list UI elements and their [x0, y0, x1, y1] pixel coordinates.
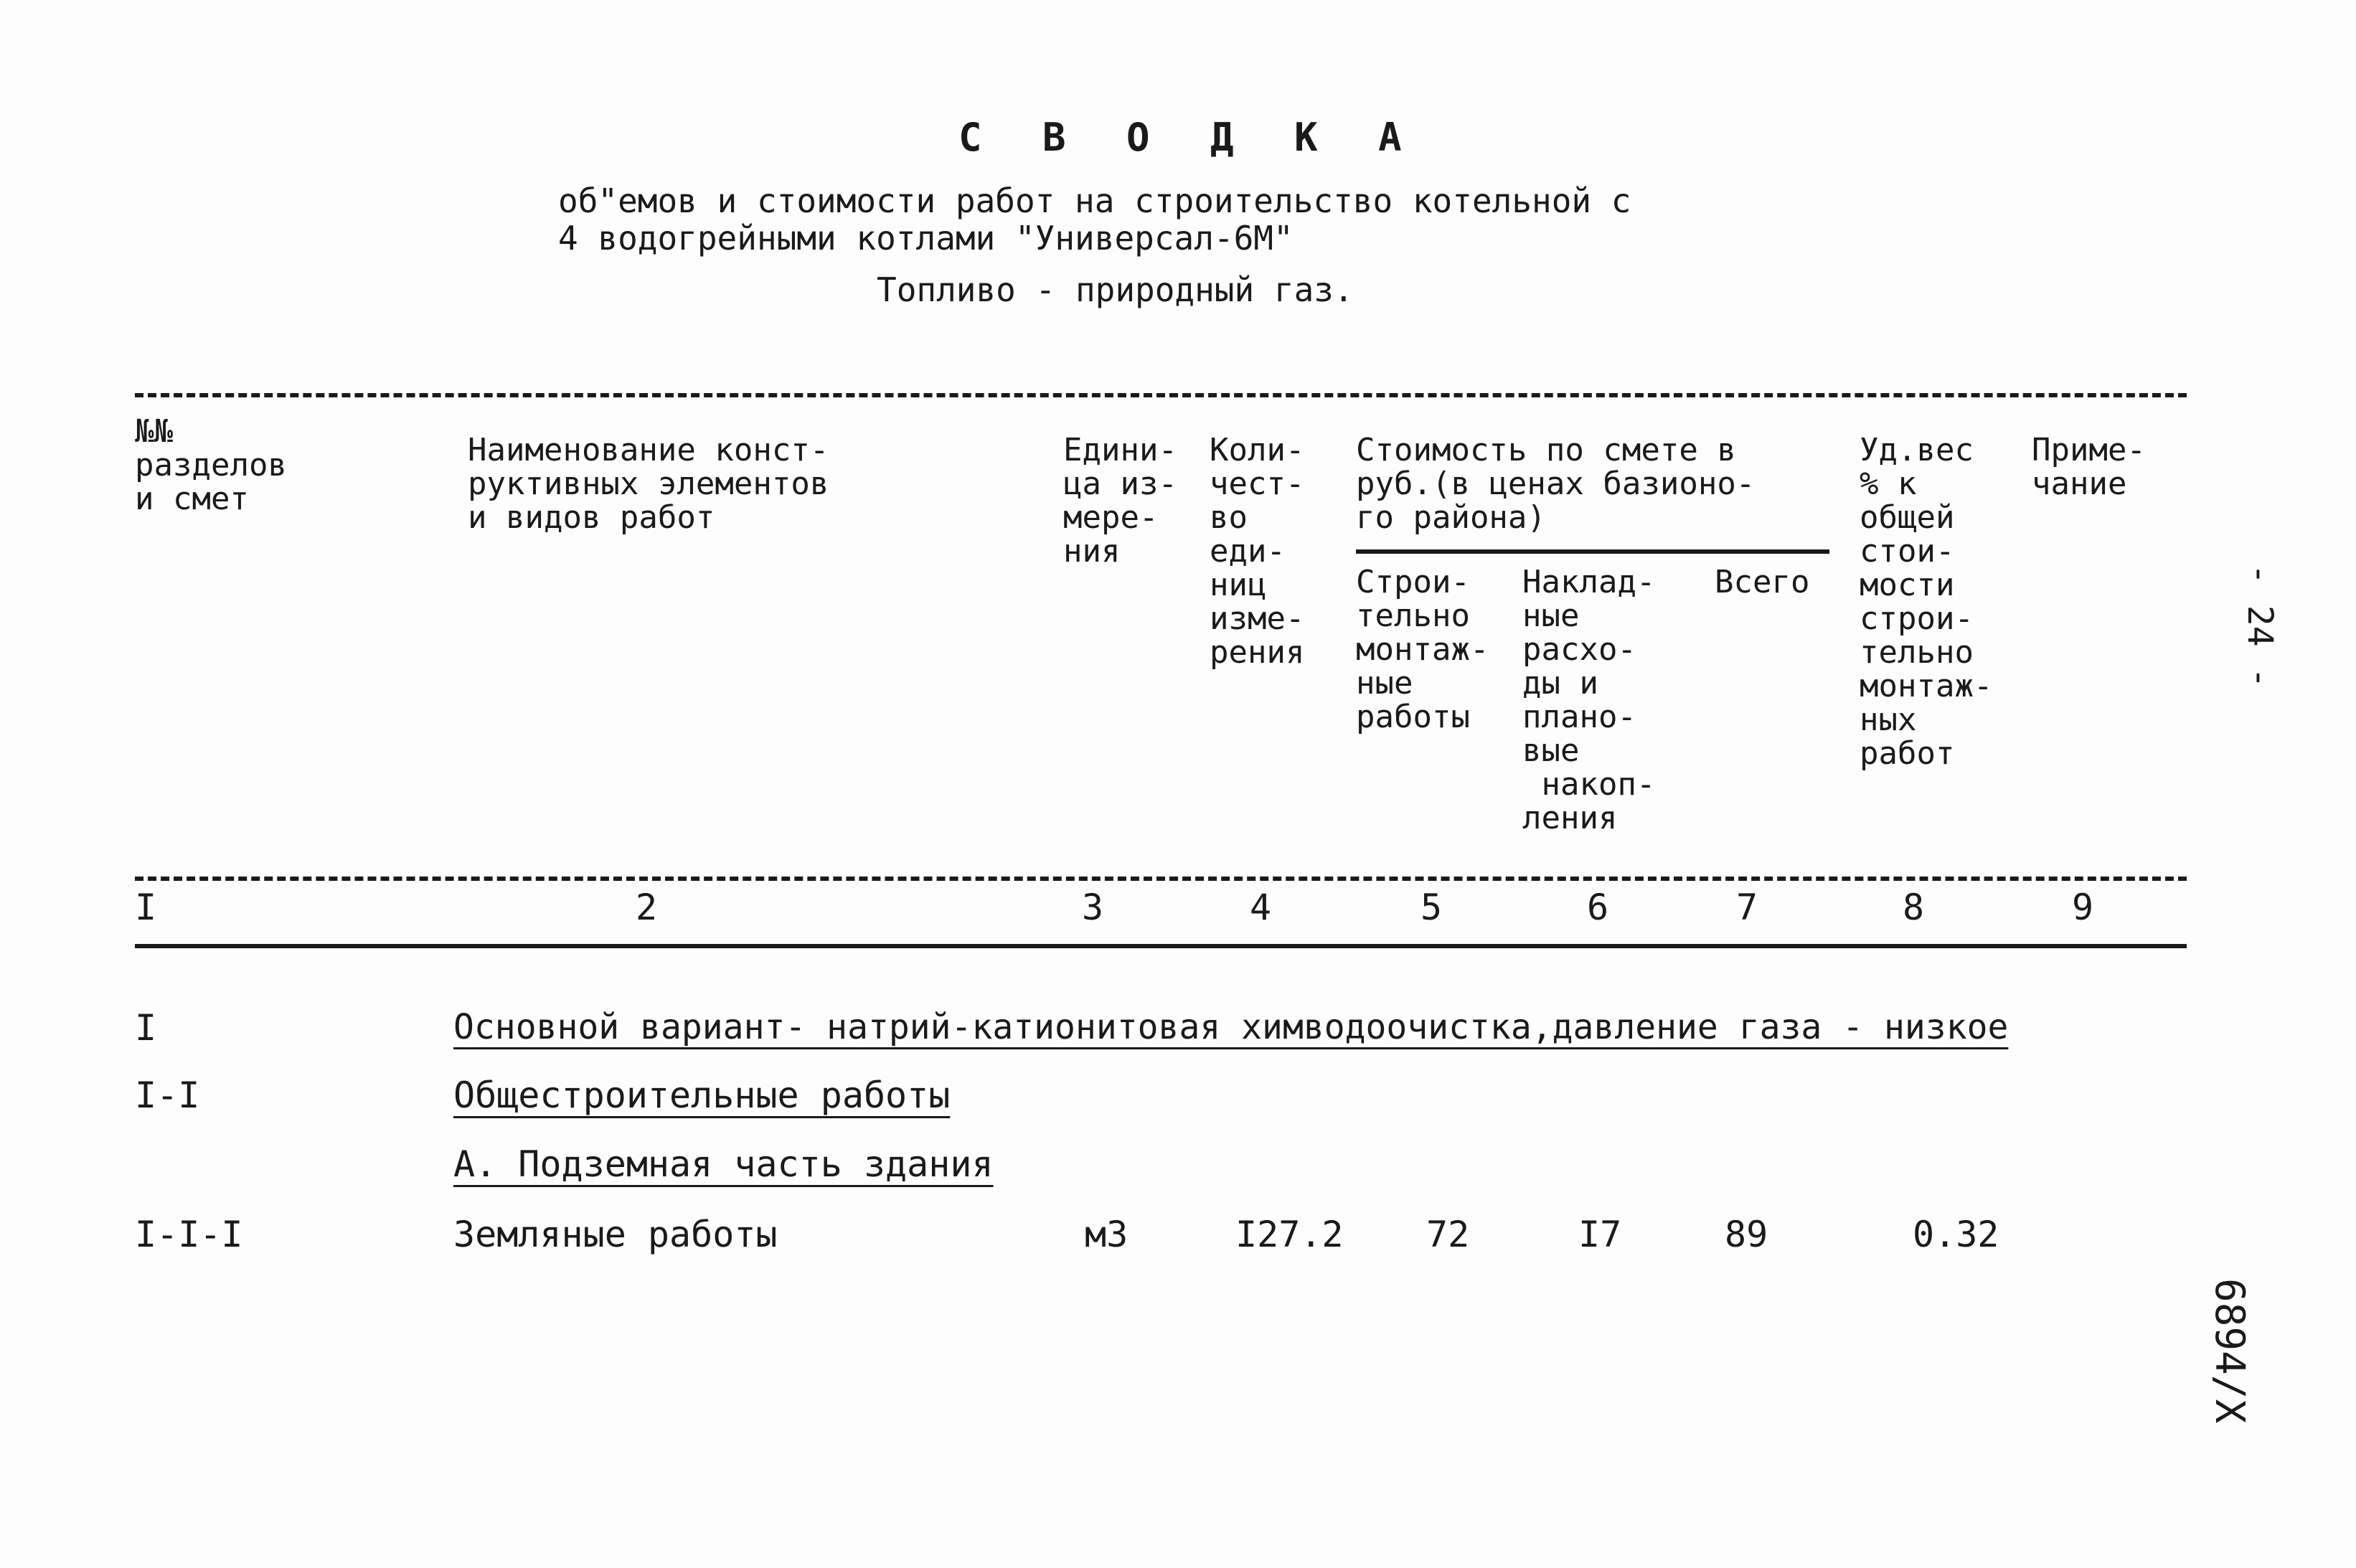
row-4-code: I-I-I: [135, 1214, 243, 1255]
header-total: Всего: [1715, 564, 1810, 600]
row-4-unit: м3: [1085, 1214, 1128, 1255]
table-top-rule: [135, 393, 2187, 397]
subtitle-line-1: об"емов и стоимости работ на строительство котельной с: [558, 181, 1631, 220]
column-number-1: I: [135, 887, 157, 928]
header-note: Приме- чание: [2032, 432, 2146, 502]
column-numbers-rule: [135, 944, 2187, 948]
column-number-9: 9: [2072, 887, 2094, 928]
header-bottom-rule: [135, 877, 2187, 881]
column-number-2: 2: [636, 887, 658, 928]
column-number-6: 6: [1587, 887, 1609, 928]
row-4-quantity: I27.2: [1235, 1214, 1344, 1255]
header-construction-cost: Строи- тельно монтаж- ные работы: [1356, 564, 1489, 735]
row-4-total: 89: [1725, 1214, 1768, 1255]
document-title: С В О Д К А: [958, 115, 1420, 160]
header-unit: Едини- ца из- мере- ния: [1063, 432, 1177, 570]
header-section-number: №№ разделов и смет: [135, 413, 287, 517]
fuel-line: Топливо - природный газ.: [877, 270, 1354, 309]
subtitle-line-2: 4 водогрейными котлами "Универсал-6М": [558, 219, 1294, 258]
row-4-name: Земляные работы: [453, 1214, 778, 1255]
row-2-name: Общестроительные работы: [453, 1075, 951, 1116]
cost-group-rule: [1356, 549, 1829, 554]
row-2-code: I-I: [135, 1075, 200, 1116]
column-number-7: 7: [1736, 887, 1758, 928]
header-overhead: Наклад- ные расхо- ды и плано- вые накоп- ления: [1522, 564, 1656, 836]
header-cost-group: Стоимость по смете в руб.(в ценах базионо- го района): [1356, 432, 1756, 536]
row-4-overhead: I7: [1578, 1214, 1622, 1255]
row-4-construction-cost: 72: [1426, 1214, 1470, 1255]
row-3-name: А. Подземная часть здания: [453, 1143, 994, 1185]
column-number-5: 5: [1420, 887, 1443, 928]
archive-stamp: 6894/X: [2206, 1278, 2253, 1424]
header-quantity: Коли- чест- во еди- ниц изме- рения: [1210, 432, 1305, 671]
row-4-share: 0.32: [1913, 1214, 1999, 1255]
row-1-code: I: [135, 1007, 157, 1049]
header-share: Уд.вес % к общей стои- мости строи- тельно монтаж- ных работ: [1860, 432, 1993, 772]
row-1-name: Основной вариант- натрий-катионитовая химводоочистка,давление газа - низкое: [453, 1007, 2009, 1047]
column-number-3: 3: [1082, 887, 1104, 928]
column-number-4: 4: [1250, 887, 1272, 928]
header-work-name: Наименование конст- руктивных элементов и видов работ: [468, 432, 829, 536]
page-number: - 24 -: [2240, 564, 2280, 689]
column-number-8: 8: [1903, 887, 1925, 928]
